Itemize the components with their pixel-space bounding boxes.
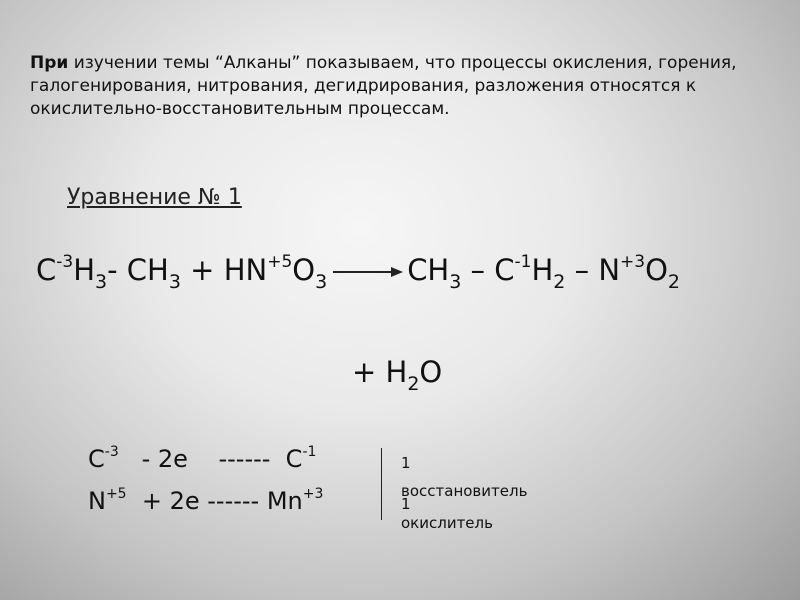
eq-c1: C bbox=[36, 253, 57, 287]
equation-title: Уравнение № 1 bbox=[67, 185, 242, 210]
role-reducer: восстановитель bbox=[401, 482, 528, 500]
eq-p-ch-sub: 3 bbox=[449, 271, 462, 293]
eq-ch3-sub: 3 bbox=[168, 271, 181, 293]
role-oxidizer: окислитель bbox=[401, 514, 493, 532]
intro-first-word: При bbox=[30, 53, 69, 73]
eq-water-plus: + H bbox=[352, 355, 408, 389]
reaction-arrow-icon bbox=[329, 264, 405, 280]
coefficient-2: 1 bbox=[401, 495, 411, 513]
eq-p-o-sub: 2 bbox=[667, 271, 681, 293]
eq-p-n-ox: +3 bbox=[620, 252, 646, 272]
eq-p-h: H bbox=[531, 253, 554, 287]
eq-water-o: O bbox=[419, 355, 443, 389]
eq-p-c: – C bbox=[461, 253, 515, 287]
eq-p-o: O bbox=[645, 253, 668, 287]
eq-sep1: - CH bbox=[107, 253, 169, 287]
balance-c: C bbox=[88, 445, 105, 473]
balance-mn-ox: +3 bbox=[302, 486, 324, 502]
eq-c1-ox: -3 bbox=[56, 252, 74, 272]
eq-p-c-ox: -1 bbox=[514, 252, 532, 272]
intro-text bbox=[30, 52, 760, 121]
balance-n-mid: + 2e ------ Mn bbox=[126, 487, 303, 515]
balance-c-ox: -3 bbox=[104, 444, 119, 460]
coefficient-1: 1 bbox=[401, 454, 411, 472]
balance-divider bbox=[381, 448, 382, 520]
intro-rest: изучении темы “Алканы” показываем, что процессы окисления, горения, галогенирования, нитрования, дегидрирования, разложения относятся к окислительно-восстановительным процессам. bbox=[30, 53, 737, 119]
balance-n: N bbox=[88, 487, 106, 515]
eq-n-ox: +5 bbox=[267, 252, 293, 272]
eq-p-h-sub: 2 bbox=[553, 271, 566, 293]
eq-water-sub: 2 bbox=[407, 373, 420, 395]
eq-p-n: – N bbox=[565, 253, 621, 287]
balance-row-nitrogen bbox=[88, 486, 323, 516]
eq-h1: H bbox=[73, 253, 96, 287]
reaction-equation-continuation bbox=[352, 352, 443, 395]
balance-c-mid: - 2e ------ C bbox=[118, 445, 303, 473]
eq-o1: O bbox=[292, 253, 316, 287]
eq-plus1: + HN bbox=[180, 253, 268, 287]
balance-row-carbon bbox=[88, 444, 316, 474]
eq-p-ch: CH bbox=[407, 253, 450, 287]
balance-c-result-ox: -1 bbox=[302, 444, 317, 460]
balance-n-ox: +5 bbox=[105, 486, 127, 502]
reaction-equation bbox=[36, 250, 681, 293]
eq-o1-sub: 3 bbox=[315, 271, 328, 293]
eq-h1-sub: 3 bbox=[95, 271, 108, 293]
